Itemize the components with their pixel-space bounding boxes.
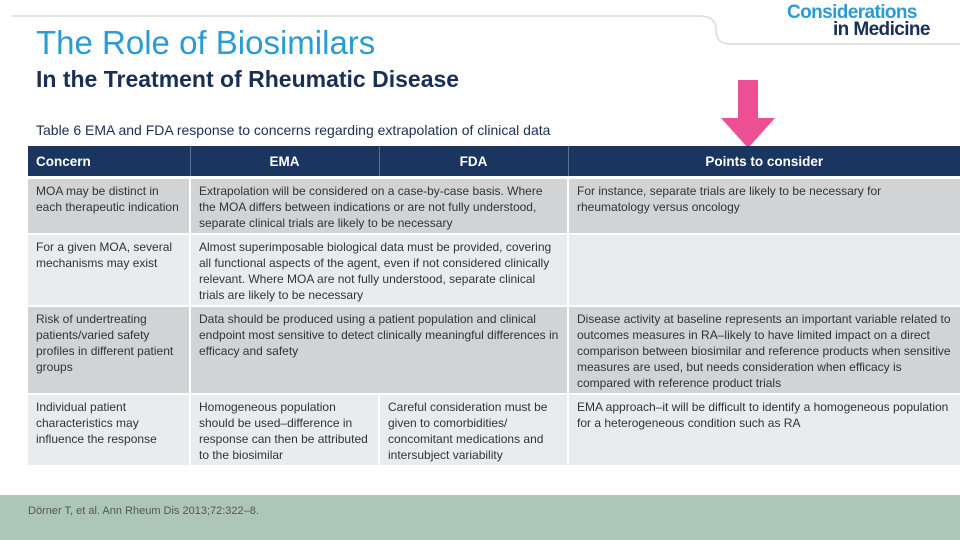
slide-subtitle: In the Treatment of Rheumatic Disease	[36, 66, 460, 92]
table-caption: Table 6 EMA and FDA response to concerns regarding extrapolation of clinical data	[36, 122, 551, 138]
slide-title: The Role of Biosimilars	[36, 24, 376, 61]
logo-line-1: Considerations	[787, 2, 917, 23]
column-header-ema: EMA	[190, 146, 379, 176]
column-header-points: Points to consider	[568, 146, 960, 176]
table-row	[28, 306, 960, 394]
concern-cell: For a given MOA, several mechanisms may exist	[28, 234, 190, 306]
pink-down-arrow-icon	[721, 80, 775, 148]
ema-fda-cell: Extrapolation will be considered on a case-by-case basis. Where the MOA differs between indications or are not fully understood, separate clinical trials are likely to be necessary	[190, 179, 568, 234]
table-row	[28, 394, 960, 466]
points-cell: EMA approach–it will be difficult to identify a homogeneous population for a heterogeneous condition such as RA	[568, 394, 960, 466]
concern-cell: Risk of undertreating patients/varied safety profiles in different patient groups	[28, 306, 190, 394]
ema-fda-cell: Almost superimposable biological data must be provided, covering all functional aspects of the agent, even if not considered clinically relevant. Where MOA are not fully understood, separate clinical trials are likely to be necessary	[190, 234, 568, 306]
extrapolation-table	[28, 146, 960, 467]
concern-cell: MOA may be distinct in each therapeutic indication	[28, 179, 190, 234]
column-header-fda: FDA	[379, 146, 568, 176]
table-header-row	[28, 146, 960, 176]
points-cell: Disease activity at baseline represents an important variable related to outcomes measures in RA–likely to have limited impact on a direct comparison between biosimilar and reference products when sensitive measures are used, but needs consideration when efficacy is compared with reference product trials	[568, 306, 960, 394]
ema-fda-cell: Data should be produced using a patient population and clinical endpoint most sensitive to detect clinically meaningful differences in efficacy and safety	[190, 306, 568, 394]
points-cell: For instance, separate trials are likely to be necessary for rheumatology versus oncology	[568, 179, 960, 234]
fda-cell: Careful consideration must be given to comorbidities/ concomitant medications and intersubject variability	[379, 394, 568, 466]
concern-cell: Individual patient characteristics may influence the response	[28, 394, 190, 466]
points-cell	[568, 234, 960, 306]
logo-line-2: in Medicine	[833, 19, 930, 40]
footer-bar	[0, 495, 960, 540]
table-row	[28, 179, 960, 234]
table-row	[28, 234, 960, 306]
column-header-concern: Concern	[28, 146, 190, 176]
considerations-in-medicine-logo	[787, 4, 930, 38]
ema-cell: Homogeneous population should be used–difference in response can then be attributed to the biosimilar	[190, 394, 379, 466]
reference-citation: Dörner T, et al. Ann Rheum Dis 2013;72:322–8.	[28, 505, 259, 517]
